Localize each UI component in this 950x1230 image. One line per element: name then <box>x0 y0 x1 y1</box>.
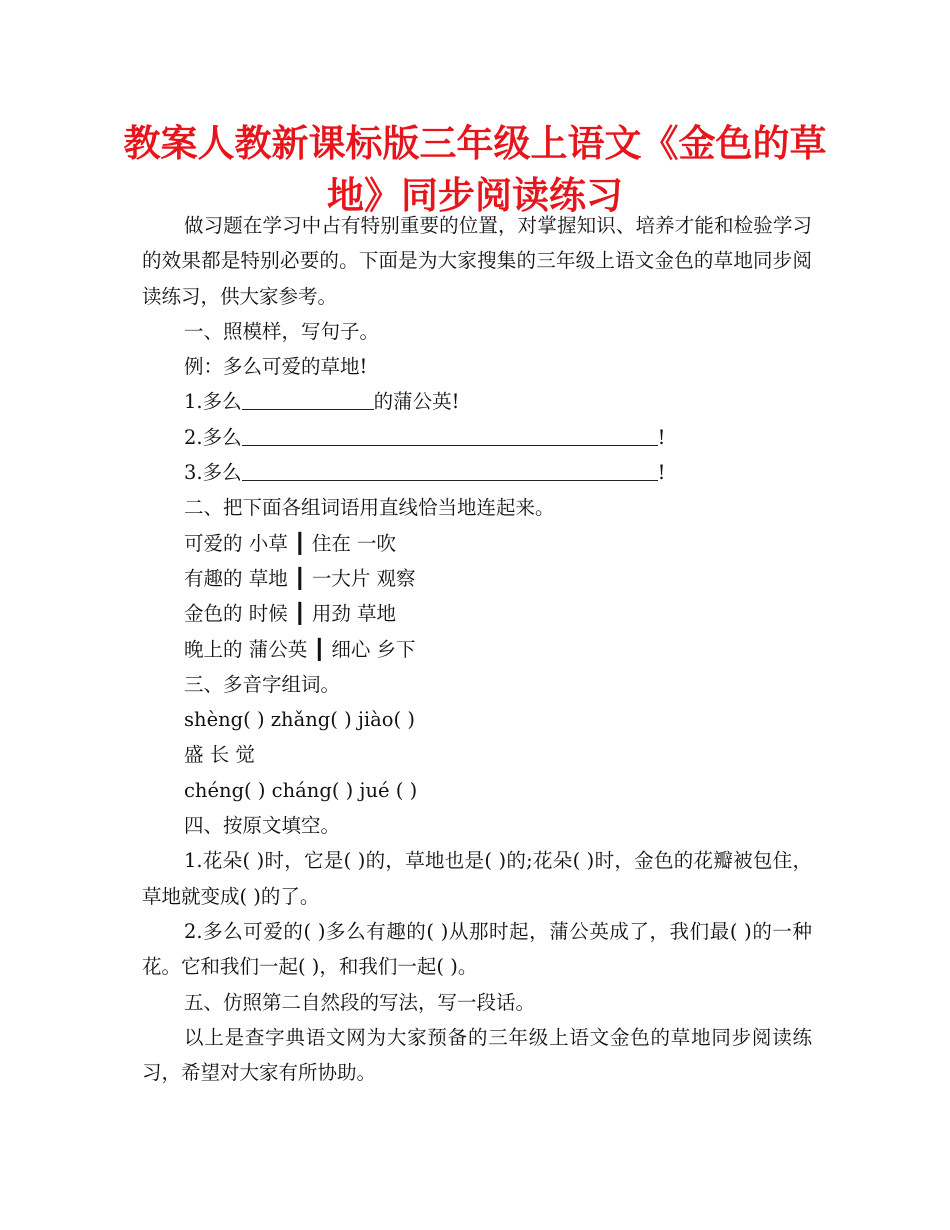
section-2-heading: 二、把下面各组词语用直线恰当地连起来。 <box>184 496 555 520</box>
fill-blank <box>242 389 374 410</box>
section-1-item-3 <box>142 455 812 490</box>
section-4-question-2: 2.多么可爱的( )多么有趣的( )从那时起，蒲公英成了，我们最( )的一种花。它和我们一起( )，和我们一起( )。 <box>142 919 812 979</box>
section-1-heading: 一、照模样，写句子。 <box>184 319 380 343</box>
section-3-heading: 三、多音字组词。 <box>184 672 341 696</box>
intro-paragraph: 做习题在学习中占有特别重要的位置，对掌握知识、培养才能和检验学习的效果都是特别必要的。下面是为大家搜集的三年级上语文金色的草地同步阅读练习，供大家参考。 <box>142 214 812 308</box>
word-match-row: 有趣的 草地 ┃ 一大片 观察 <box>184 566 416 590</box>
word-match-row: 金色的 时候 ┃ 用劲 草地 <box>184 602 397 626</box>
item-2-suffix: ! <box>657 425 666 449</box>
section-1-item-2 <box>142 420 812 455</box>
fill-blank <box>242 425 658 446</box>
pinyin-row-2: chéng( ) cháng( ) jué ( ) <box>184 778 418 802</box>
document-body <box>142 208 812 1090</box>
pinyin-row-1: shèng( ) zhǎng( ) jiào( ) <box>184 708 415 732</box>
item-1-prefix: 1.多么 <box>184 390 242 414</box>
item-3-suffix: ! <box>657 461 666 485</box>
item-1-suffix: 的蒲公英! <box>373 390 460 414</box>
document-title: 教案人教新课标版三年级上语文《金色的草地》同步阅读练习 <box>123 122 827 217</box>
word-match-row: 可爱的 小草 ┃ 住在 一吹 <box>184 531 397 555</box>
closing-paragraph: 以上是查字典语文网为大家预备的三年级上语文金色的草地同步阅读练习，希望对大家有所协助。 <box>142 1025 812 1085</box>
item-2-prefix: 2.多么 <box>184 425 242 449</box>
fill-blank <box>242 460 658 481</box>
section-1-example: 例：多么可爱的草地! <box>184 355 368 379</box>
section-1-item-1 <box>142 384 812 419</box>
word-match-row: 晚上的 蒲公英 ┃ 细心 乡下 <box>184 637 416 661</box>
section-5-heading: 五、仿照第二自然段的写法，写一段话。 <box>184 990 536 1014</box>
item-3-prefix: 3.多么 <box>184 461 242 485</box>
section-4-heading: 四、按原文填空。 <box>184 814 341 838</box>
character-row: 盛 长 觉 <box>184 743 255 767</box>
section-4-question-1: 1.花朵( )时，它是( )的，草地也是( )的;花朵( )时，金色的花瓣被包住，草地就变成( )的了。 <box>142 849 812 908</box>
